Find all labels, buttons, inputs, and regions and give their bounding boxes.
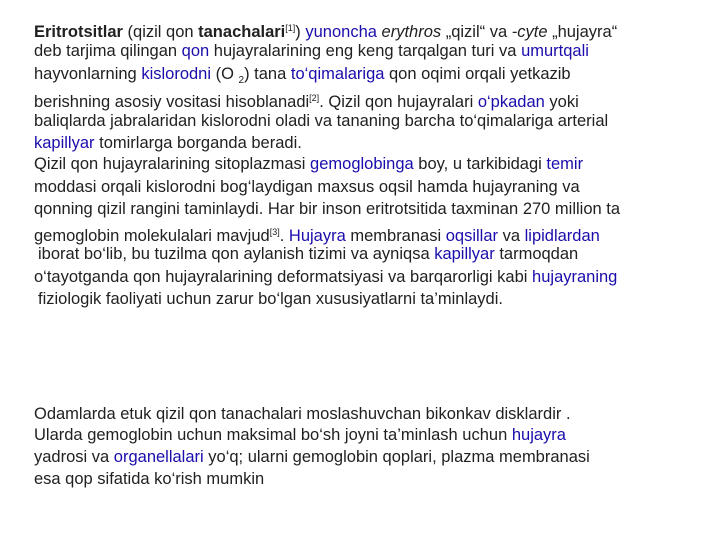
link-qon[interactable]: qon: [181, 42, 210, 60]
bold-term: tanachalari: [198, 23, 286, 41]
link-oqsillar[interactable]: oqsillar: [445, 227, 498, 245]
link-yunoncha[interactable]: yunoncha: [305, 23, 377, 41]
text: ) tana: [244, 65, 291, 83]
text-line-10: [34, 221, 600, 243]
text-line-7: [34, 153, 583, 175]
link-hujayra[interactable]: Hujayra: [288, 227, 346, 245]
title-term: Eritrotsitlar: [34, 23, 123, 41]
text: o‘tayotganda qon hujayralarining deformatsiyasi va barqarorligi kabi: [34, 268, 533, 286]
citation-ref[interactable]: [2]: [309, 93, 320, 103]
text: hayvonlarning: [34, 65, 142, 83]
text-line-4: [34, 87, 579, 109]
link-organellalari[interactable]: organellalari: [113, 448, 204, 466]
subscript-2: 2: [238, 75, 245, 86]
text-line-11: [38, 243, 578, 265]
text: gemoglobin molekulalari mavjud: [34, 227, 270, 245]
text-line-9: [34, 198, 620, 220]
text: deb tarjima qilingan: [34, 42, 182, 60]
link-kapillyar[interactable]: kapillyar: [34, 134, 95, 152]
text: esa qop sifatida ko‘rish mumkin: [34, 470, 265, 488]
link-lipidlardan[interactable]: lipidlardan: [524, 227, 600, 245]
text: .: [279, 227, 289, 245]
text: yadrosi va: [34, 448, 114, 466]
text-line-12: [34, 266, 617, 288]
link-gemoglobinga[interactable]: gemoglobinga: [310, 155, 414, 173]
text-line-8: [34, 176, 580, 198]
link-toqimalariga[interactable]: to‘qimalariga: [290, 65, 385, 83]
text: berishning asosiy vositasi hisoblanadi: [34, 93, 310, 111]
text-line-16: [34, 446, 590, 468]
text-line-1: [34, 17, 617, 39]
text: Ularda gemoglobin uchun maksimal bo‘sh joyni ta’minlash uchun: [34, 426, 512, 444]
text-line-14: [34, 403, 571, 425]
text: (O: [211, 65, 239, 83]
text: ): [295, 23, 306, 41]
text: „hujayra“: [547, 23, 618, 41]
text: boy, u tarkibidagi: [413, 155, 547, 173]
text: tomirlarga borganda beradi.: [94, 134, 302, 152]
text: yo‘q; ularni gemoglobin qoplari, plazma membranasi: [203, 448, 590, 466]
text: va: [498, 227, 525, 245]
link-opkadan[interactable]: o‘pkadan: [477, 93, 545, 111]
link-hujayraning[interactable]: hujayraning: [532, 268, 618, 286]
text: . Qizil qon hujayralari: [319, 93, 478, 111]
text: moddasi orqali kislorodni bog‘laydigan maxsus oqsil hamda hujayraning va: [34, 178, 580, 196]
text: Qizil qon hujayralarining sitoplazmasi: [34, 155, 311, 173]
italic-erythros: erythros: [381, 23, 442, 41]
text-line-2: [34, 40, 589, 62]
text-line-17: [34, 468, 264, 490]
text: yoki: [544, 93, 579, 111]
text-line-5: [34, 110, 608, 132]
text: qonning qizil rangini taminlaydi. Har bir inson eritrotsitida taxminan 270 million ta: [34, 200, 621, 218]
text: „qizil“ va: [441, 23, 512, 41]
citation-ref[interactable]: [3]: [269, 227, 280, 237]
text: iborat bo‘lib, bu tuzilma qon aylanish tizimi va ayniqsa: [38, 245, 435, 263]
text: fiziologik faoliyati uchun zarur bo‘lgan xususiyatlarni ta’minlaydi.: [38, 290, 503, 308]
text: membranasi: [345, 227, 446, 245]
text-line-3: [34, 63, 571, 85]
text-line-13: [38, 288, 503, 310]
link-kapillyar[interactable]: kapillyar: [434, 245, 495, 263]
link-hujayra[interactable]: hujayra: [511, 426, 566, 444]
text: qon oqimi orqali yetkazib: [384, 65, 571, 83]
text-line-15: [34, 424, 566, 446]
text: hujayralarining eng keng tarqalgan turi va: [209, 42, 522, 60]
link-kislorodni[interactable]: kislorodni: [141, 65, 212, 83]
text: tarmoqdan: [494, 245, 579, 263]
link-temir[interactable]: temir: [546, 155, 584, 173]
text: Odamlarda etuk qizil qon tanachalari moslashuvchan bikonkav disklardir .: [34, 405, 571, 423]
text-line-6: [34, 132, 302, 154]
text: (qizil qon: [122, 23, 199, 41]
text: baliqlarda jabralaridan kislorodni oladi va tananing barcha to‘qimalariga arterial: [34, 112, 609, 130]
italic-cyte: -cyte: [511, 23, 548, 41]
link-umurtqali[interactable]: umurtqali: [521, 42, 589, 60]
citation-ref[interactable]: [1]: [285, 23, 296, 33]
